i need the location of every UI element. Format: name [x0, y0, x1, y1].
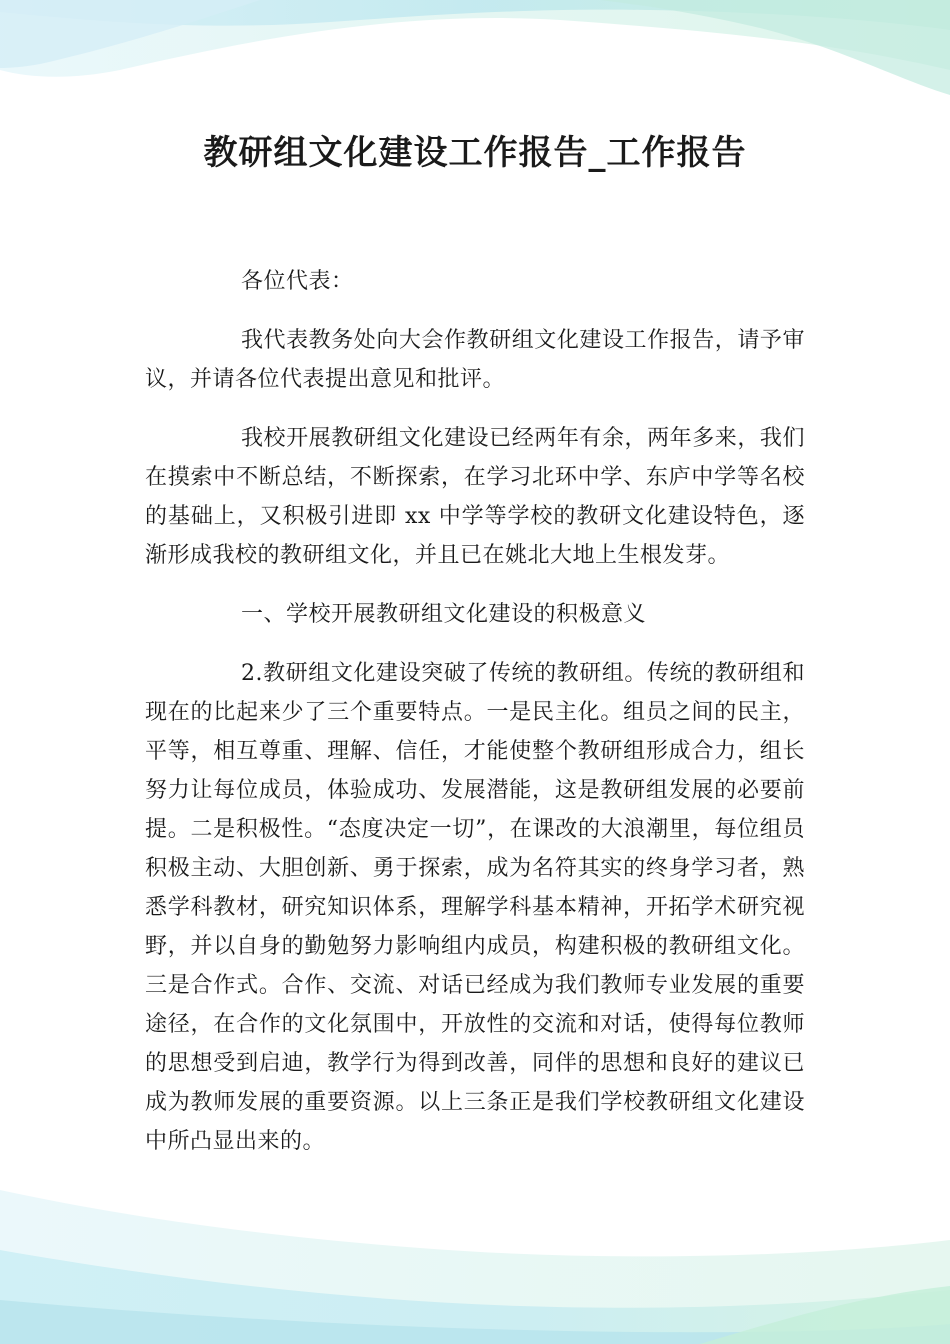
document-title: 教研组文化建设工作报告_工作报告 — [203, 132, 747, 173]
significance-paragraph: 2.教研组文化建设突破了传统的教研组。传统的教研组和现在的比起来少了三个重要特点。一是民主化。组员之间的民主，平等，相互尊重、理解、信任，才能使整个教研组形成合力，组长努力让每位成员，体验成功、发展潜能，这是教研组发展的必要前提。二是积极性。“态度决定一切”，在课改的大浪潮里，每位组员积极主动、大胆创新、勇于探索，成为名符其实的终身学习者，熟悉学科教材，研究知识体系，理解学科基本精神，开拓学术研究视野，并以自身的勤勉努力影响组内成员，构建积极的教研组文化。三是合作式。合作、交流、对话已经成为我们教师专业发展的重要途径，在合作的文化氛围中，开放性的交流和对话，使得每位教师的思想受到启迪，教学行为得到改善，同伴的思想和良好的建议已成为教师发展的重要资源。以上三条正是我们学校教研组文化建设中所凸显出来的。 — [145, 661, 805, 1154]
intro-paragraph: 我代表教务处向大会作教研组文化建设工作报告，请予审议，并请各位代表提出意见和批评。 — [145, 328, 805, 392]
document-body — [145, 262, 805, 1181]
salutation-paragraph: 各位代表： — [241, 269, 354, 294]
background-paragraph: 我校开展教研组文化建设已经两年有余，两年多来，我们在摸索中不断总结，不断探索，在学习北环中学、东庐中学等名校的基础上，又积极引进即 xx 中学等学校的教研文化建设特色，逐渐形成我校的教研组文化，并且已在姚北大地上生根发芽。 — [145, 426, 805, 568]
section-heading: 一、学校开展教研组文化建设的积极意义 — [241, 602, 647, 627]
